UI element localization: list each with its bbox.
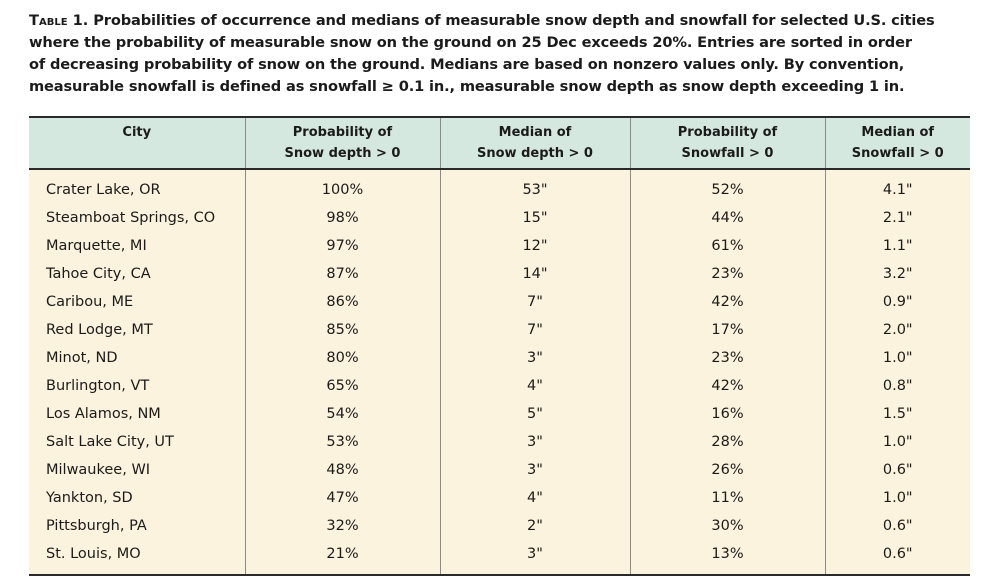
cell-median-snow-depth: 7"	[440, 288, 630, 316]
cell-prob-snowfall: 11%	[630, 484, 825, 512]
table-row	[29, 169, 970, 204]
table-row	[29, 316, 970, 344]
table-row	[29, 540, 970, 575]
cell-city: Caribou, ME	[29, 288, 245, 316]
cell-prob-snow-depth: 87%	[245, 260, 440, 288]
cell-median-snow-depth: 5"	[440, 400, 630, 428]
cell-prob-snow-depth: 53%	[245, 428, 440, 456]
caption-label: Table 1.	[29, 12, 89, 29]
header-prob-snowfall: Probability of Snowfall > 0	[630, 117, 825, 169]
cell-median-snow-depth: 4"	[440, 484, 630, 512]
table-row	[29, 484, 970, 512]
cell-median-snowfall: 0.9"	[825, 288, 970, 316]
cell-prob-snowfall: 42%	[630, 288, 825, 316]
table-row	[29, 260, 970, 288]
cell-median-snowfall: 0.6"	[825, 456, 970, 484]
table-row	[29, 204, 970, 232]
header-prob-snow-depth: Probability of Snow depth > 0	[245, 117, 440, 169]
cell-prob-snowfall: 61%	[630, 232, 825, 260]
cell-city: Tahoe City, CA	[29, 260, 245, 288]
cell-prob-snowfall: 13%	[630, 540, 825, 575]
cell-city: Yankton, SD	[29, 484, 245, 512]
cell-prob-snow-depth: 86%	[245, 288, 440, 316]
cell-median-snowfall: 1.0"	[825, 484, 970, 512]
snow-probability-table	[29, 116, 970, 576]
cell-median-snow-depth: 3"	[440, 540, 630, 575]
cell-median-snow-depth: 3"	[440, 456, 630, 484]
cell-median-snow-depth: 3"	[440, 344, 630, 372]
cell-median-snow-depth: 3"	[440, 428, 630, 456]
cell-prob-snowfall: 23%	[630, 344, 825, 372]
table-caption	[29, 10, 974, 98]
table-row	[29, 456, 970, 484]
cell-median-snowfall: 0.6"	[825, 512, 970, 540]
cell-median-snowfall: 2.1"	[825, 204, 970, 232]
cell-prob-snow-depth: 80%	[245, 344, 440, 372]
cell-median-snowfall: 1.1"	[825, 232, 970, 260]
cell-prob-snow-depth: 100%	[245, 169, 440, 204]
cell-city: Minot, ND	[29, 344, 245, 372]
cell-prob-snowfall: 44%	[630, 204, 825, 232]
cell-median-snowfall: 4.1"	[825, 169, 970, 204]
cell-prob-snowfall: 26%	[630, 456, 825, 484]
cell-median-snowfall: 1.5"	[825, 400, 970, 428]
cell-prob-snow-depth: 32%	[245, 512, 440, 540]
cell-city: Steamboat Springs, CO	[29, 204, 245, 232]
cell-median-snow-depth: 15"	[440, 204, 630, 232]
cell-prob-snowfall: 30%	[630, 512, 825, 540]
table-row	[29, 232, 970, 260]
cell-median-snow-depth: 2"	[440, 512, 630, 540]
header-row	[29, 117, 970, 169]
cell-prob-snow-depth: 97%	[245, 232, 440, 260]
table-row	[29, 400, 970, 428]
cell-median-snowfall: 3.2"	[825, 260, 970, 288]
caption-line: of decreasing probability of snow on the ground. Medians are based on nonzero values only. By convention,	[29, 56, 905, 73]
table-body	[29, 169, 970, 575]
cell-median-snow-depth: 7"	[440, 316, 630, 344]
cell-prob-snow-depth: 98%	[245, 204, 440, 232]
cell-median-snowfall: 0.8"	[825, 372, 970, 400]
cell-median-snow-depth: 12"	[440, 232, 630, 260]
cell-city: Red Lodge, MT	[29, 316, 245, 344]
cell-prob-snow-depth: 47%	[245, 484, 440, 512]
header-median-snowfall: Median of Snowfall > 0	[825, 117, 970, 169]
cell-prob-snow-depth: 85%	[245, 316, 440, 344]
cell-city: Marquette, MI	[29, 232, 245, 260]
cell-median-snow-depth: 53"	[440, 169, 630, 204]
cell-prob-snowfall: 42%	[630, 372, 825, 400]
header-median-snow-depth: Median of Snow depth > 0	[440, 117, 630, 169]
cell-city: Burlington, VT	[29, 372, 245, 400]
cell-median-snowfall: 0.6"	[825, 540, 970, 575]
table-row	[29, 372, 970, 400]
cell-median-snowfall: 2.0"	[825, 316, 970, 344]
cell-city: Salt Lake City, UT	[29, 428, 245, 456]
table-row	[29, 288, 970, 316]
cell-prob-snowfall: 52%	[630, 169, 825, 204]
table-header	[29, 117, 970, 169]
cell-prob-snowfall: 23%	[630, 260, 825, 288]
table-row	[29, 428, 970, 456]
cell-prob-snowfall: 16%	[630, 400, 825, 428]
caption-text: Probabilities of occurrence and medians of measurable snow depth and snowfall for selected U.S. cities	[93, 12, 935, 29]
cell-prob-snowfall: 28%	[630, 428, 825, 456]
cell-median-snow-depth: 4"	[440, 372, 630, 400]
cell-city: Los Alamos, NM	[29, 400, 245, 428]
caption-line	[29, 10, 974, 32]
caption-line: measurable snowfall is defined as snowfall ≥ 0.1 in., measurable snow depth as snow depth exceeding 1 in.	[29, 78, 905, 95]
cell-city: St. Louis, MO	[29, 540, 245, 575]
cell-city: Milwaukee, WI	[29, 456, 245, 484]
header-city: City	[29, 117, 245, 169]
cell-city: Pittsburgh, PA	[29, 512, 245, 540]
caption-line: where the probability of measurable snow on the ground on 25 Dec exceeds 20%. Entries are sorted in order	[29, 34, 912, 51]
cell-prob-snow-depth: 21%	[245, 540, 440, 575]
cell-city: Crater Lake, OR	[29, 169, 245, 204]
cell-prob-snow-depth: 65%	[245, 372, 440, 400]
table-row	[29, 512, 970, 540]
cell-median-snowfall: 1.0"	[825, 344, 970, 372]
cell-median-snow-depth: 14"	[440, 260, 630, 288]
cell-prob-snow-depth: 48%	[245, 456, 440, 484]
table-row	[29, 344, 970, 372]
cell-prob-snow-depth: 54%	[245, 400, 440, 428]
cell-median-snowfall: 1.0"	[825, 428, 970, 456]
cell-prob-snowfall: 17%	[630, 316, 825, 344]
